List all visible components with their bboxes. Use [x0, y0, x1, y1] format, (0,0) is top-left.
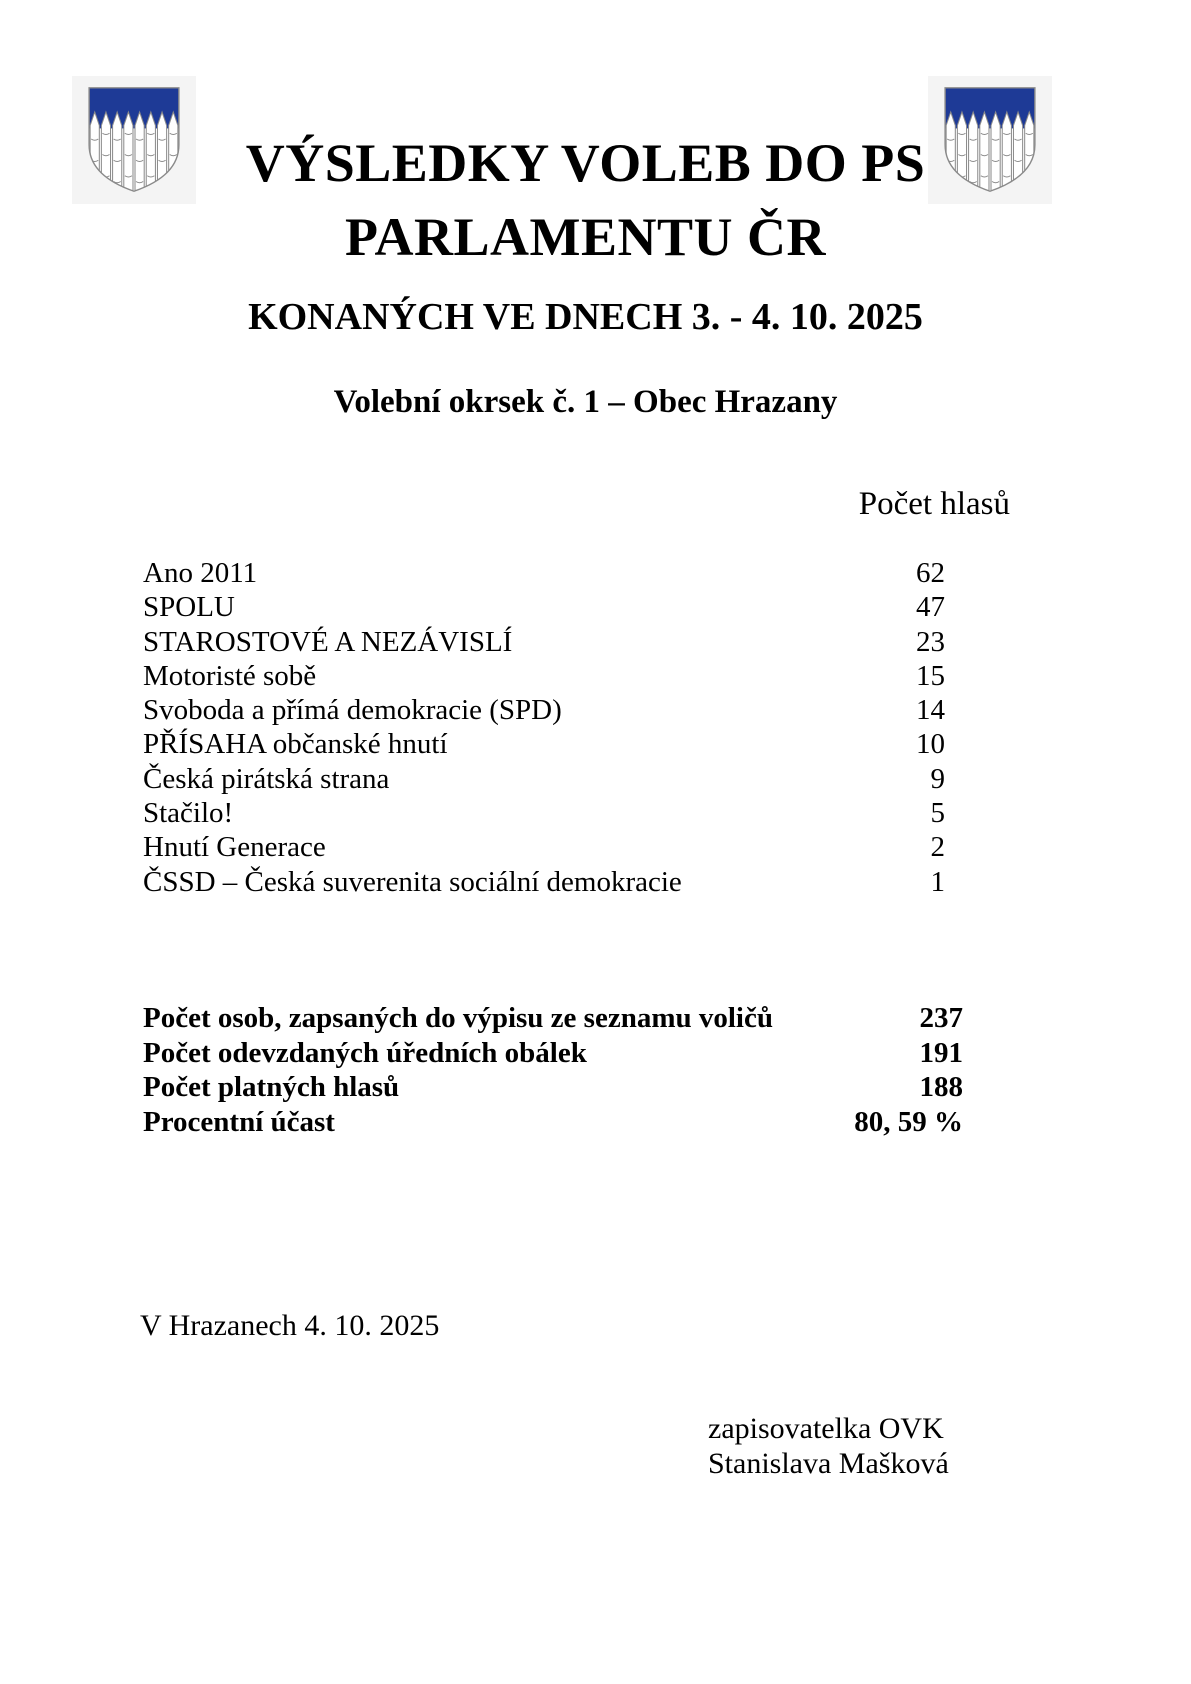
party-votes: 5: [930, 797, 945, 830]
table-row: [143, 556, 945, 590]
summary-row: [143, 1070, 963, 1105]
summary-label: Počet odevzdaných úředních obálek: [143, 1036, 587, 1069]
party-name: PŘÍSAHA občanské hnutí: [143, 728, 448, 761]
signature-name: Stanislava Mašková: [708, 1446, 949, 1480]
signature-role: zapisovatelka OVK: [708, 1412, 944, 1445]
party-name: Ano 2011: [143, 557, 258, 589]
party-votes: 15: [916, 659, 945, 692]
votes-column-header: Počet hlasů: [858, 486, 1010, 522]
party-votes: 10: [916, 728, 945, 761]
party-votes: 23: [916, 625, 945, 658]
party-name: Svoboda a přímá demokracie (SPD): [143, 694, 562, 727]
signature-block: [708, 1412, 949, 1481]
section-heading: Volební okrsek č. 1 – Obec Hrazany: [333, 384, 838, 420]
summary-value: 191: [919, 1036, 963, 1069]
table-row: [143, 762, 945, 796]
summary-table: [143, 1001, 963, 1139]
summary-row: [143, 1036, 963, 1071]
table-row: [143, 727, 945, 761]
party-results-table: [143, 556, 945, 899]
page-title-line1: VÝSLEDKY VOLEB DO PS: [245, 133, 926, 193]
place-date: V Hrazanech 4. 10. 2025: [140, 1309, 440, 1342]
party-name: STAROSTOVÉ A NEZÁVISLÍ: [143, 625, 513, 658]
party-name: Hnutí Generace: [143, 831, 326, 864]
page-title-line2: PARLAMENTU ČR: [345, 207, 826, 267]
party-votes: 1: [930, 865, 945, 898]
party-votes: 62: [916, 557, 945, 589]
party-name: Motoristé sobě: [143, 659, 317, 692]
summary-label: Procentní účast: [143, 1105, 335, 1138]
table-row: [143, 865, 945, 899]
party-votes: 14: [916, 694, 945, 727]
table-row: [143, 693, 945, 727]
summary-value: 80, 59 %: [854, 1105, 963, 1138]
party-votes: 2: [930, 831, 945, 864]
summary-value: 188: [919, 1071, 963, 1103]
party-name: SPOLU: [143, 591, 235, 624]
summary-row: [143, 1001, 963, 1036]
party-votes: 47: [916, 591, 945, 624]
page-title: [110, 126, 1061, 274]
table-row: [143, 796, 945, 830]
party-name: Česká pirátská strana: [143, 762, 390, 795]
summary-row: [143, 1105, 963, 1140]
page-subtitle: KONANÝCH VE DNECH 3. - 4. 10. 2025: [248, 296, 923, 338]
party-votes: 9: [930, 762, 945, 795]
summary-label: Počet osob, zapsaných do výpisu ze seznamu voličů: [143, 1002, 773, 1034]
table-row: [143, 659, 945, 693]
summary-label: Počet platných hlasů: [143, 1071, 400, 1103]
table-row: [143, 830, 945, 864]
party-name: Stačilo!: [143, 797, 234, 830]
summary-value: 237: [919, 1002, 963, 1034]
table-row: [143, 625, 945, 659]
table-row: [143, 590, 945, 624]
party-name: ČSSD – Česká suverenita sociální demokracie: [143, 865, 682, 898]
